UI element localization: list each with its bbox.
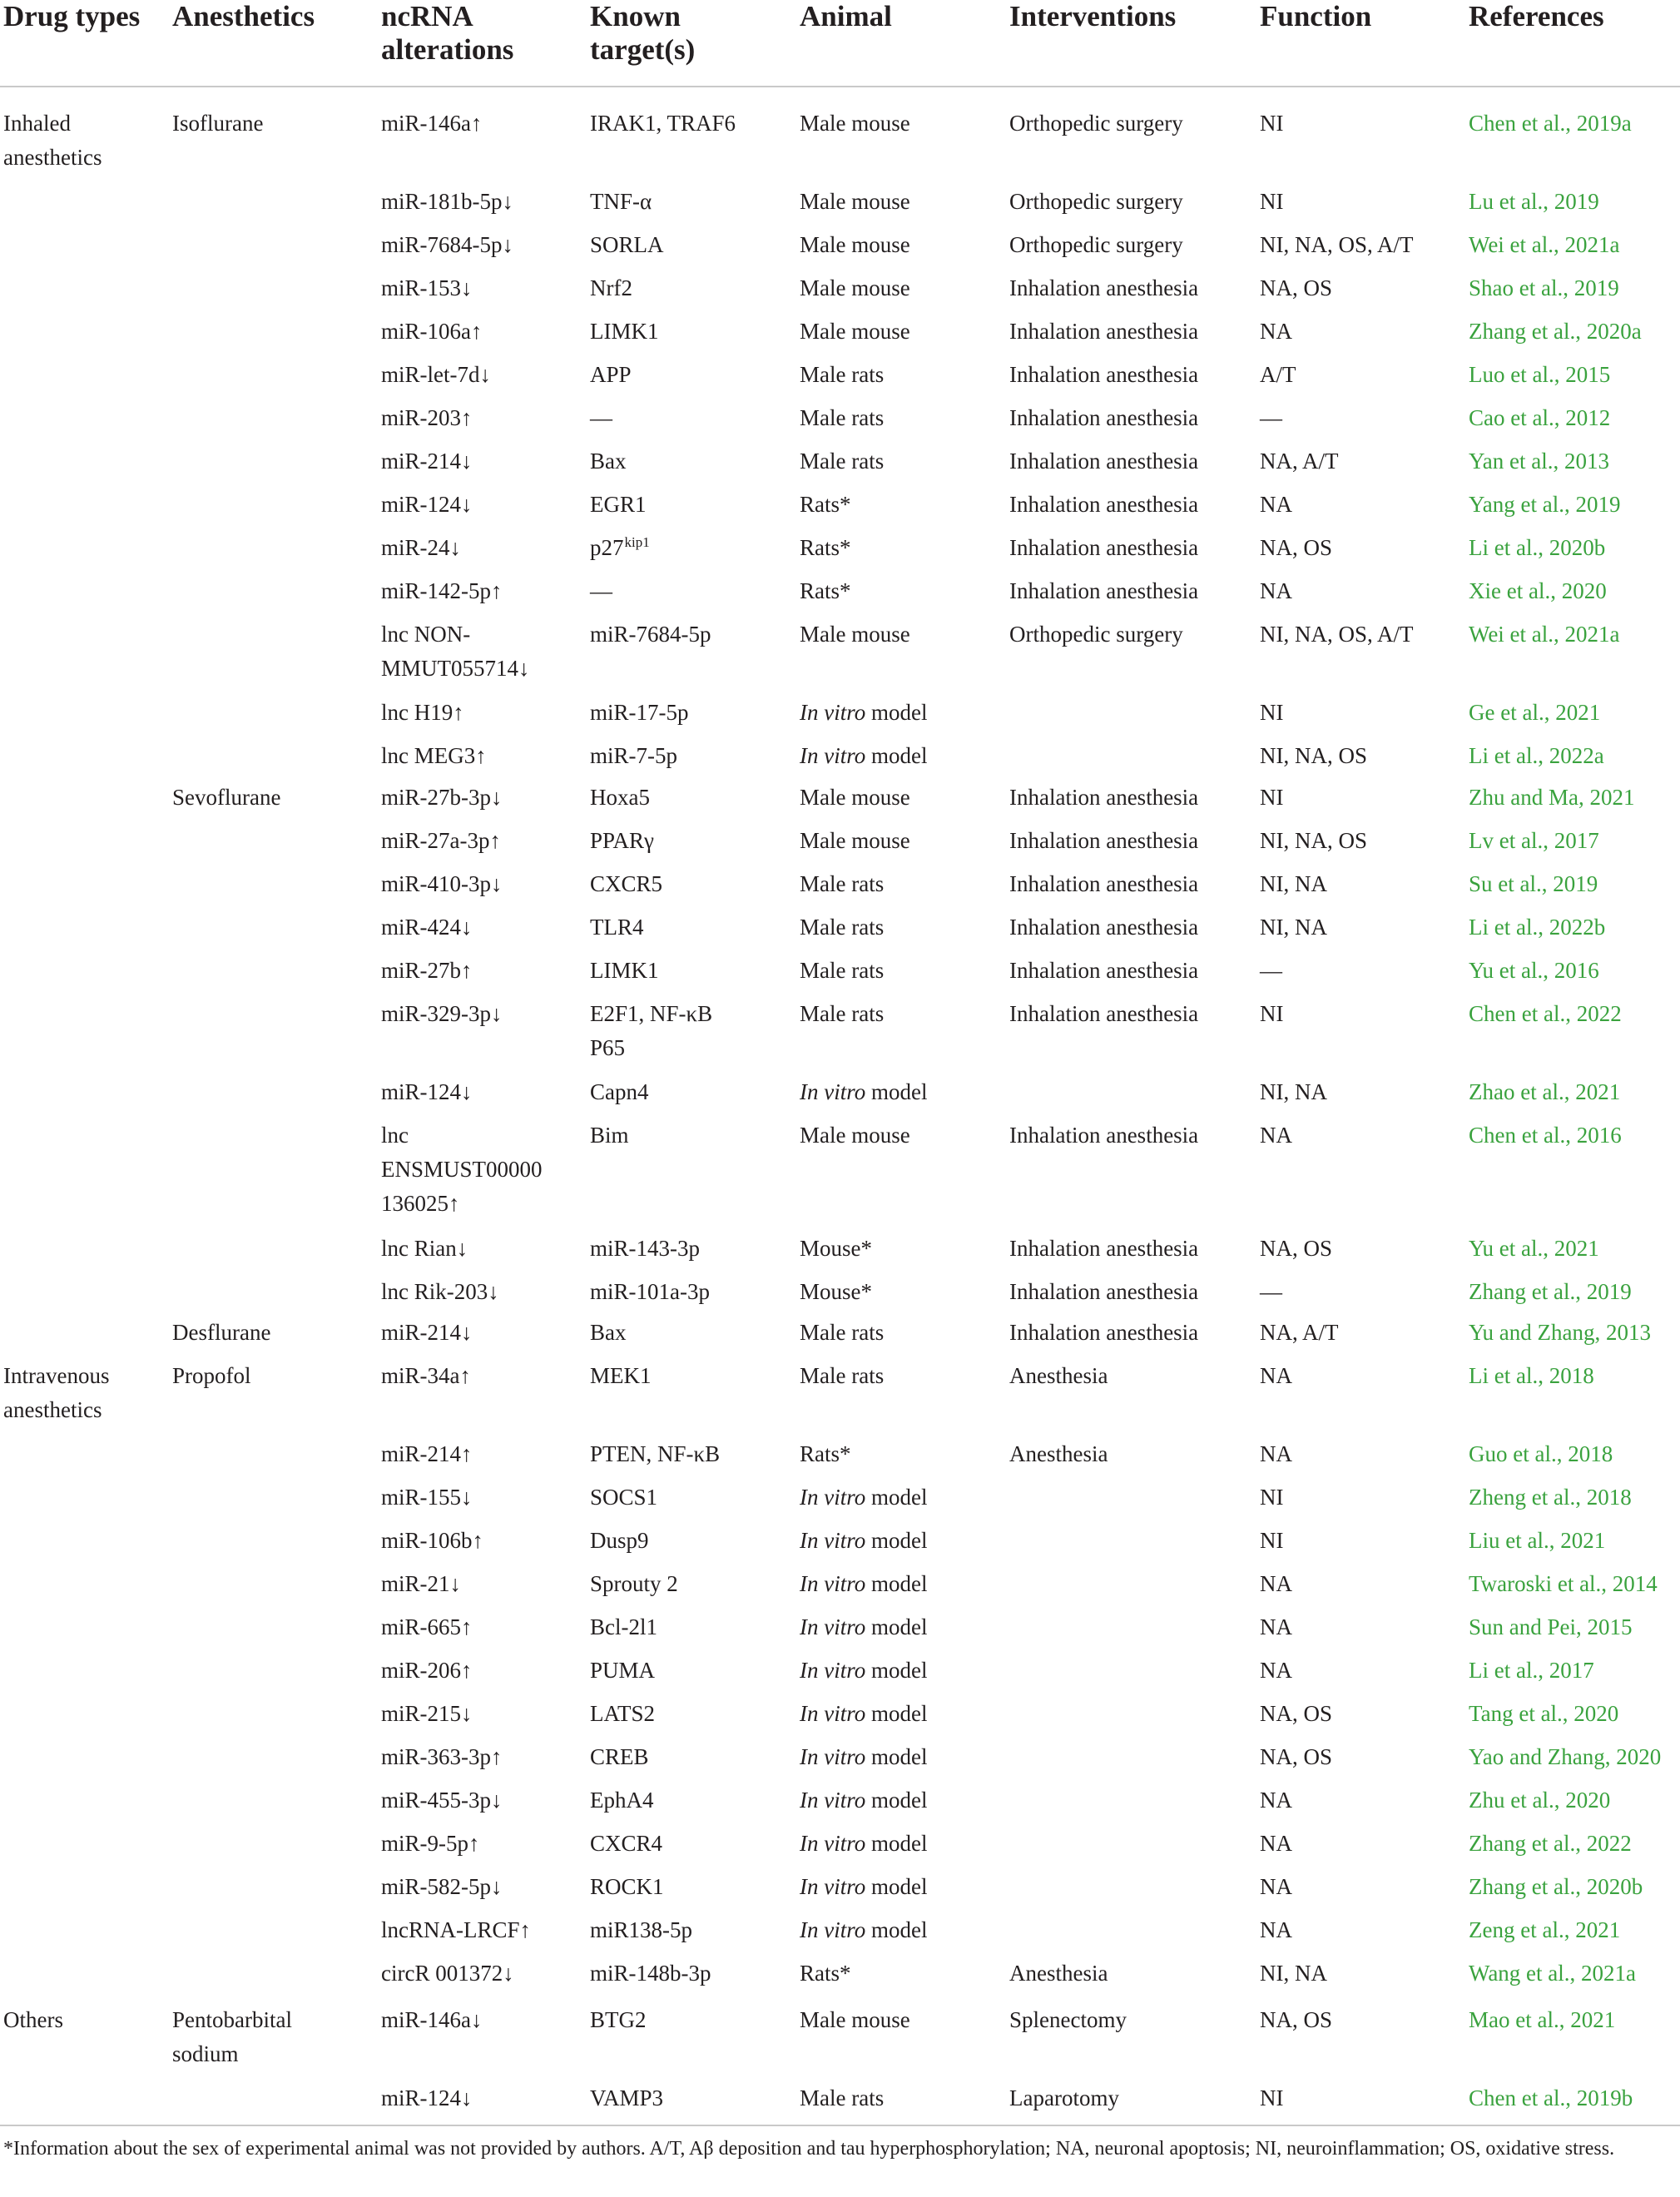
cell-ncrna: miR-142-5p↑ <box>381 578 503 603</box>
cell-intervention: Inhalation anesthesia <box>1009 362 1199 387</box>
cell-function: NI, NA <box>1260 1079 1327 1104</box>
cell-ncrna: lnc NON- MMUT055714↓ <box>381 622 530 681</box>
cell-function: NI, NA, OS, A/T <box>1260 232 1414 257</box>
cell-ncrna: miR-7684-5p↓ <box>381 232 513 257</box>
cell-ncrna: miR-214↓ <box>381 1320 473 1345</box>
cell-known-target: EGR1 <box>590 492 647 517</box>
cell-reference-link[interactable]: Mao et al., 2021 <box>1469 2007 1616 2032</box>
cell-known-target: Bax <box>590 1320 627 1345</box>
cell-intervention: Inhalation anesthesia <box>1009 958 1199 983</box>
cell-ncrna: lnc MEG3↑ <box>381 743 487 768</box>
cell-ncrna: miR-455-3p↓ <box>381 1788 503 1813</box>
cell-function: NA <box>1260 1123 1292 1148</box>
cell-known-target: Nrf2 <box>590 275 632 300</box>
cell-animal: Male rats <box>800 1320 885 1345</box>
cell-function: NA <box>1260 1658 1292 1683</box>
cell-reference-link[interactable]: Yan et al., 2013 <box>1469 449 1610 474</box>
cell-function: NA <box>1260 1614 1292 1639</box>
cell-animal: In vitro model <box>800 1658 928 1683</box>
cell-known-target: SOCS1 <box>590 1485 658 1510</box>
table-row <box>0 1275 1680 1318</box>
table-row <box>0 1359 1680 1402</box>
cell-reference-link[interactable]: Li et al., 2022b <box>1469 915 1606 940</box>
cell-known-target: Hoxa5 <box>590 785 650 810</box>
table-row <box>0 315 1680 358</box>
cell-function: NA, OS <box>1260 1236 1333 1261</box>
drug-type-inhaled: Inhaled anesthetics <box>3 111 102 170</box>
cell-reference-link[interactable]: Zhang et al., 2020b <box>1469 1874 1643 1899</box>
cell-intervention: Inhalation anesthesia <box>1009 405 1199 430</box>
cell-function: A/T <box>1260 362 1296 387</box>
cell-ncrna: miR-27b-3p↓ <box>381 785 503 810</box>
cell-ncrna: lnc H19↑ <box>381 700 464 725</box>
cell-function: NA <box>1260 1788 1292 1813</box>
table-row <box>0 696 1680 739</box>
cell-known-target: miR-148b-3p <box>590 1961 711 1986</box>
cell-animal: Male rats <box>800 958 885 983</box>
cell-reference-link[interactable]: Zhu and Ma, 2021 <box>1469 785 1635 810</box>
cell-known-target: Bim <box>590 1123 629 1148</box>
cell-known-target: TNF-α <box>590 189 652 214</box>
cell-ncrna: miR-27b↑ <box>381 958 473 983</box>
header-animal: Animal <box>800 0 892 32</box>
cell-intervention: Orthopedic surgery <box>1009 232 1183 257</box>
table-row <box>0 2003 1680 2046</box>
cell-intervention: Anesthesia <box>1009 1441 1108 1466</box>
table-row <box>0 1610 1680 1654</box>
cell-ncrna: lnc Rian↓ <box>381 1236 468 1261</box>
cell-ncrna: miR-27a-3p↑ <box>381 828 501 853</box>
table-row <box>0 781 1680 824</box>
cell-intervention: Inhalation anesthesia <box>1009 492 1199 517</box>
cell-reference-link[interactable]: Chen et al., 2019b <box>1469 2085 1633 2110</box>
cell-ncrna: lncRNA-LRCF↑ <box>381 1917 532 1942</box>
cell-function: NI <box>1260 1001 1284 1026</box>
table-row <box>0 997 1680 1060</box>
header-drug-types: Drug types <box>3 0 141 32</box>
cell-reference-link[interactable]: Wang et al., 2021a <box>1469 1961 1637 1986</box>
header-anesthetics: Anesthetics <box>172 0 315 32</box>
table-row <box>0 1827 1680 1870</box>
cell-known-target: LIMK1 <box>590 319 659 344</box>
table-row <box>0 1480 1680 1524</box>
cell-reference-link[interactable]: Wei et al., 2021a <box>1469 622 1620 647</box>
table-row <box>0 271 1680 315</box>
table-row <box>0 1437 1680 1480</box>
cell-intervention: Inhalation anesthesia <box>1009 871 1199 896</box>
cell-animal: Male mouse <box>800 2007 910 2032</box>
cell-function: NI <box>1260 1485 1284 1510</box>
cell-animal: Male mouse <box>800 785 910 810</box>
cell-known-target: ROCK1 <box>590 1874 664 1899</box>
cell-intervention: Anesthesia <box>1009 1363 1108 1388</box>
cell-intervention: Orthopedic surgery <box>1009 111 1183 136</box>
cell-known-target: miR-143-3p <box>590 1236 700 1261</box>
cell-ncrna: miR-let-7d↓ <box>381 362 491 387</box>
header-interventions: Interventions <box>1009 0 1177 32</box>
cell-known-target: Dusp9 <box>590 1528 649 1553</box>
cell-animal: Male mouse <box>800 232 910 257</box>
cell-intervention: Laparotomy <box>1009 2085 1119 2110</box>
cell-intervention: Inhalation anesthesia <box>1009 1279 1199 1304</box>
cell-known-target: miR138-5p <box>590 1917 693 1942</box>
cell-ncrna: lnc Rik-203↓ <box>381 1279 499 1304</box>
cell-ncrna: miR-106b↑ <box>381 1528 484 1553</box>
table-row <box>0 1524 1680 1567</box>
cell-reference-link[interactable]: Zeng et al., 2021 <box>1469 1917 1621 1942</box>
cell-known-target: miR-7684-5p <box>590 622 711 647</box>
cell-animal: Male rats <box>800 449 885 474</box>
cell-ncrna: miR-124↓ <box>381 1079 473 1104</box>
cell-ncrna: miR-155↓ <box>381 1485 473 1510</box>
cell-animal: Rats* <box>800 535 851 560</box>
cell-ncrna: miR-181b-5p↓ <box>381 189 513 214</box>
table-row <box>0 910 1680 954</box>
cell-known-target: E2F1, NF-κB P65 <box>590 1001 713 1060</box>
cell-reference-link[interactable]: Yu and Zhang, 2013 <box>1469 1320 1651 1345</box>
cell-reference-link[interactable]: Chen et al., 2022 <box>1469 1001 1622 1026</box>
drug-type-intravenous: Intravenous anesthetics <box>3 1363 110 1422</box>
cell-animal: Male mouse <box>800 828 910 853</box>
cell-animal: In vitro model <box>800 1079 928 1104</box>
header-known-targets: Known target(s) <box>590 0 696 66</box>
cell-ncrna: miR-363-3p↑ <box>381 1744 503 1769</box>
cell-function: NA, OS <box>1260 1701 1333 1726</box>
cell-reference-link[interactable]: Chen et al., 2016 <box>1469 1123 1622 1148</box>
cell-function: NI <box>1260 700 1284 725</box>
cell-ncrna: miR-424↓ <box>381 915 473 940</box>
cell-reference-link[interactable]: Li et al., 2017 <box>1469 1658 1594 1683</box>
cell-function: NI, NA <box>1260 915 1327 940</box>
table-footnote: *Information about the sex of experimental animal was not provided by authors. A/T, Aβ deposition and tau hyperphosphorylation; NA, neuronal apoptosis; NI, neuroinflammation; OS, oxidative stress. <box>3 2138 1615 2160</box>
table-row <box>0 488 1680 531</box>
cell-ncrna: miR-146a↑ <box>381 111 483 136</box>
cell-reference-link[interactable]: Twaroski et al., 2014 <box>1469 1571 1658 1596</box>
table-row <box>0 107 1680 150</box>
header-function: Function <box>1260 0 1372 32</box>
drug-type-others: Others <box>3 2007 63 2032</box>
cell-intervention: Inhalation anesthesia <box>1009 1123 1199 1148</box>
cell-animal: In vitro model <box>800 1485 928 1510</box>
cell-function: NA <box>1260 1917 1292 1942</box>
table-row <box>0 2081 1680 2125</box>
cell-ncrna: miR-124↓ <box>381 2085 473 2110</box>
cell-known-target: SORLA <box>590 232 664 257</box>
cell-animal: Male mouse <box>800 1123 910 1148</box>
cell-intervention: Anesthesia <box>1009 1961 1108 1986</box>
cell-known-target: VAMP3 <box>590 2085 664 2110</box>
cell-function: NI, NA <box>1260 1961 1327 1986</box>
cell-function: NA <box>1260 1831 1292 1856</box>
cell-animal: In vitro model <box>800 1614 928 1639</box>
cell-function: NA, OS <box>1260 535 1333 560</box>
cell-function: NA, A/T <box>1260 449 1339 474</box>
cell-reference-link[interactable]: Guo et al., 2018 <box>1469 1441 1613 1466</box>
cell-animal: Mouse* <box>800 1236 872 1261</box>
cell-intervention: Inhalation anesthesia <box>1009 578 1199 603</box>
cell-reference-link[interactable]: Ge et al., 2021 <box>1469 700 1601 725</box>
cell-known-target: TLR4 <box>590 915 644 940</box>
cell-ncrna: miR-410-3p↓ <box>381 871 503 896</box>
cell-reference-link[interactable]: Cao et al., 2012 <box>1469 405 1611 430</box>
cell-intervention: Orthopedic surgery <box>1009 189 1183 214</box>
cell-reference-link[interactable]: Yang et al., 2019 <box>1469 492 1621 517</box>
cell-animal: In vitro model <box>800 1571 928 1596</box>
anesthetic-desflurane: Desflurane <box>172 1320 271 1345</box>
cell-known-target: miR-17-5p <box>590 700 689 725</box>
cell-intervention: Inhalation anesthesia <box>1009 915 1199 940</box>
cell-reference-link[interactable]: Wei et al., 2021a <box>1469 232 1620 257</box>
anesthetic-pentobarbital: Pentobarbital sodium <box>172 2007 292 2066</box>
cell-function: NI <box>1260 1528 1284 1553</box>
cell-known-target: miR-101a-3p <box>590 1279 710 1304</box>
cell-known-target: CXCR4 <box>590 1831 663 1856</box>
cell-known-target: miR-7-5p <box>590 743 677 768</box>
cell-function: — <box>1260 405 1282 430</box>
cell-animal: Male mouse <box>800 275 910 300</box>
table-row <box>0 401 1680 444</box>
cell-known-target: CXCR5 <box>590 871 663 896</box>
cell-ncrna: miR-582-5p↓ <box>381 1874 503 1899</box>
table-row <box>0 617 1680 681</box>
cell-reference-link[interactable]: Li et al., 2022a <box>1469 743 1604 768</box>
anesthetic-propofol: Propofol <box>172 1363 251 1388</box>
cell-reference-link[interactable]: Yu et al., 2021 <box>1469 1236 1599 1261</box>
cell-ncrna: miR-124↓ <box>381 492 473 517</box>
cell-function: NA <box>1260 1571 1292 1596</box>
cell-ncrna: lnc ENSMUST00000 136025↑ <box>381 1123 543 1216</box>
cell-animal: Male rats <box>800 1363 885 1388</box>
cell-function: NI <box>1260 2085 1284 2110</box>
cell-reference-link[interactable]: Liu et al., 2021 <box>1469 1528 1606 1553</box>
cell-intervention: Inhalation anesthesia <box>1009 785 1199 810</box>
cell-reference-link[interactable]: Lv et al., 2017 <box>1469 828 1599 853</box>
cell-intervention: Inhalation anesthesia <box>1009 1320 1199 1345</box>
table-row <box>0 1075 1680 1118</box>
cell-animal: Male mouse <box>800 111 910 136</box>
cell-intervention: Inhalation anesthesia <box>1009 1236 1199 1261</box>
table-row <box>0 1654 1680 1697</box>
cell-reference-link[interactable]: Luo et al., 2015 <box>1469 362 1611 387</box>
cell-animal: Male rats <box>800 915 885 940</box>
cell-reference-link[interactable]: Sun and Pei, 2015 <box>1469 1614 1633 1639</box>
table-row <box>0 531 1680 574</box>
cell-animal: Male rats <box>800 362 885 387</box>
cell-animal: In vitro model <box>800 1917 928 1942</box>
table-row <box>0 1232 1680 1275</box>
table-row <box>0 444 1680 488</box>
cell-ncrna: miR-215↓ <box>381 1701 473 1726</box>
cell-reference-link[interactable]: Li et al., 2020b <box>1469 535 1606 560</box>
table-row <box>0 824 1680 867</box>
cell-ncrna: miR-24↓ <box>381 535 462 560</box>
cell-reference-link[interactable]: Su et al., 2019 <box>1469 871 1598 896</box>
cell-intervention: Inhalation anesthesia <box>1009 275 1199 300</box>
cell-reference-link[interactable]: Zheng et al., 2018 <box>1469 1485 1632 1510</box>
cell-reference-link[interactable]: Zhao et al., 2021 <box>1469 1079 1621 1104</box>
cell-known-target: PPARγ <box>590 828 654 853</box>
cell-known-target: Sprouty 2 <box>590 1571 678 1596</box>
cell-known-target: EphA4 <box>590 1788 654 1813</box>
anesthetic-sevoflurane: Sevoflurane <box>172 785 281 810</box>
cell-reference-link[interactable]: Zhang et al., 2019 <box>1469 1279 1632 1304</box>
cell-known-target: PUMA <box>590 1658 656 1683</box>
cell-ncrna: miR-214↓ <box>381 449 473 474</box>
cell-animal: In vitro model <box>800 743 928 768</box>
cell-known-target: MEK1 <box>590 1363 652 1388</box>
cell-animal: Rats* <box>800 492 851 517</box>
header-rule <box>0 86 1680 87</box>
cell-function: — <box>1260 1279 1282 1304</box>
cell-function: NI <box>1260 111 1284 136</box>
cell-known-target: CREB <box>590 1744 649 1769</box>
cell-function: NI, NA, OS <box>1260 743 1368 768</box>
cell-function: NA <box>1260 319 1292 344</box>
cell-reference-link[interactable]: Yu et al., 2016 <box>1469 958 1599 983</box>
table-row <box>0 1783 1680 1827</box>
table-row <box>0 867 1680 910</box>
cell-reference-link[interactable]: Yao and Zhang, 2020 <box>1469 1744 1662 1769</box>
cell-ncrna: miR-153↓ <box>381 275 473 300</box>
cell-animal: In vitro model <box>800 1788 928 1813</box>
cell-animal: In vitro model <box>800 1528 928 1553</box>
cell-ncrna: circR 001372↓ <box>381 1961 514 1986</box>
cell-intervention: Orthopedic surgery <box>1009 622 1183 647</box>
cell-intervention: Inhalation anesthesia <box>1009 319 1199 344</box>
cell-animal: Male rats <box>800 2085 885 2110</box>
cell-intervention: Splenectomy <box>1009 2007 1127 2032</box>
cell-reference-link[interactable]: Li et al., 2018 <box>1469 1363 1594 1388</box>
table-row <box>0 739 1680 782</box>
cell-ncrna: miR-9-5p↑ <box>381 1831 480 1856</box>
table-row <box>0 1697 1680 1740</box>
cell-reference-link[interactable]: Chen et al., 2019a <box>1469 111 1632 136</box>
table-row <box>0 358 1680 401</box>
cell-animal: Rats* <box>800 1441 851 1466</box>
cell-animal: In vitro model <box>800 1874 928 1899</box>
cell-animal: Rats* <box>800 578 851 603</box>
cell-reference-link[interactable]: Tang et al., 2020 <box>1469 1701 1619 1726</box>
cell-known-target: — <box>590 405 612 430</box>
cell-known-target: PTEN, NF-κB <box>590 1441 721 1466</box>
cell-function: NI <box>1260 785 1284 810</box>
cell-function: NI, NA, OS <box>1260 828 1368 853</box>
cell-function: NA, OS <box>1260 275 1333 300</box>
cell-intervention: Inhalation anesthesia <box>1009 535 1199 560</box>
cell-known-target: LATS2 <box>590 1701 656 1726</box>
table-row <box>0 1956 1680 2000</box>
header-ncrna-alterations: ncRNA alterations <box>381 0 514 66</box>
cell-function: NA <box>1260 492 1292 517</box>
cell-animal: In vitro model <box>800 1701 928 1726</box>
cell-reference-link[interactable]: Lu et al., 2019 <box>1469 189 1599 214</box>
cell-animal: Rats* <box>800 1961 851 1986</box>
table-row <box>0 1567 1680 1610</box>
cell-animal: Male mouse <box>800 319 910 344</box>
cell-known-target: — <box>590 578 612 603</box>
cell-reference-link[interactable]: Shao et al., 2019 <box>1469 275 1619 300</box>
cell-known-target: LIMK1 <box>590 958 659 983</box>
cell-known-target: Bax <box>590 449 627 474</box>
cell-known-target: APP <box>590 362 632 387</box>
table-row <box>0 228 1680 271</box>
cell-reference-link[interactable]: Zhu et al., 2020 <box>1469 1788 1611 1813</box>
cell-ncrna: miR-106a↑ <box>381 319 483 344</box>
table-row <box>0 1870 1680 1913</box>
cell-ncrna: miR-214↑ <box>381 1441 473 1466</box>
table-row <box>0 1118 1680 1216</box>
table-row <box>0 185 1680 228</box>
cell-animal: Male rats <box>800 405 885 430</box>
anesthetic-isoflurane: Isoflurane <box>172 111 264 136</box>
cell-animal: In vitro model <box>800 700 928 725</box>
cell-animal: In vitro model <box>800 1831 928 1856</box>
cell-known-target: IRAK1, TRAF6 <box>590 111 736 136</box>
cell-reference-link[interactable]: Zhang et al., 2020a <box>1469 319 1642 344</box>
table-row <box>0 1740 1680 1783</box>
cell-animal: Male rats <box>800 871 885 896</box>
cell-ncrna: miR-206↑ <box>381 1658 473 1683</box>
bottom-rule <box>0 2125 1680 2126</box>
table-row <box>0 1913 1680 1956</box>
cell-ncrna: miR-329-3p↓ <box>381 1001 503 1026</box>
cell-known-target: Capn4 <box>590 1079 649 1104</box>
cell-animal: Male mouse <box>800 622 910 647</box>
cell-ncrna: miR-146a↓ <box>381 2007 483 2032</box>
cell-ncrna: miR-21↓ <box>381 1571 462 1596</box>
cell-known-target: $p27^{kip1}$ <box>590 534 650 560</box>
cell-function: NI <box>1260 189 1284 214</box>
table-row <box>0 954 1680 997</box>
cell-function: NA, OS <box>1260 1744 1333 1769</box>
cell-reference-link[interactable]: Xie et al., 2020 <box>1469 578 1607 603</box>
table-row <box>0 574 1680 617</box>
cell-function: NA, A/T <box>1260 1320 1339 1345</box>
cell-ncrna: miR-203↑ <box>381 405 473 430</box>
cell-animal: Mouse* <box>800 1279 872 1304</box>
cell-intervention: Inhalation anesthesia <box>1009 449 1199 474</box>
cell-intervention: Inhalation anesthesia <box>1009 1001 1199 1026</box>
cell-intervention: Inhalation anesthesia <box>1009 828 1199 853</box>
cell-reference-link[interactable]: Zhang et al., 2022 <box>1469 1831 1632 1856</box>
header-references: References <box>1469 0 1604 32</box>
cell-animal: Male rats <box>800 1001 885 1026</box>
cell-function: NA <box>1260 578 1292 603</box>
cell-function: NA <box>1260 1441 1292 1466</box>
cell-function: — <box>1260 958 1282 983</box>
cell-known-target: BTG2 <box>590 2007 647 2032</box>
cell-function: NA, OS <box>1260 2007 1333 2032</box>
cell-function: NI, NA, OS, A/T <box>1260 622 1414 647</box>
cell-ncrna: miR-665↑ <box>381 1614 473 1639</box>
cell-function: NA <box>1260 1874 1292 1899</box>
cell-function: NI, NA <box>1260 871 1327 896</box>
cell-animal: Male mouse <box>800 189 910 214</box>
cell-function: NA <box>1260 1363 1292 1388</box>
cell-animal: In vitro model <box>800 1744 928 1769</box>
cell-ncrna: miR-34a↑ <box>381 1363 471 1388</box>
cell-known-target: Bcl-2l1 <box>590 1614 657 1639</box>
table-row <box>0 1316 1680 1359</box>
